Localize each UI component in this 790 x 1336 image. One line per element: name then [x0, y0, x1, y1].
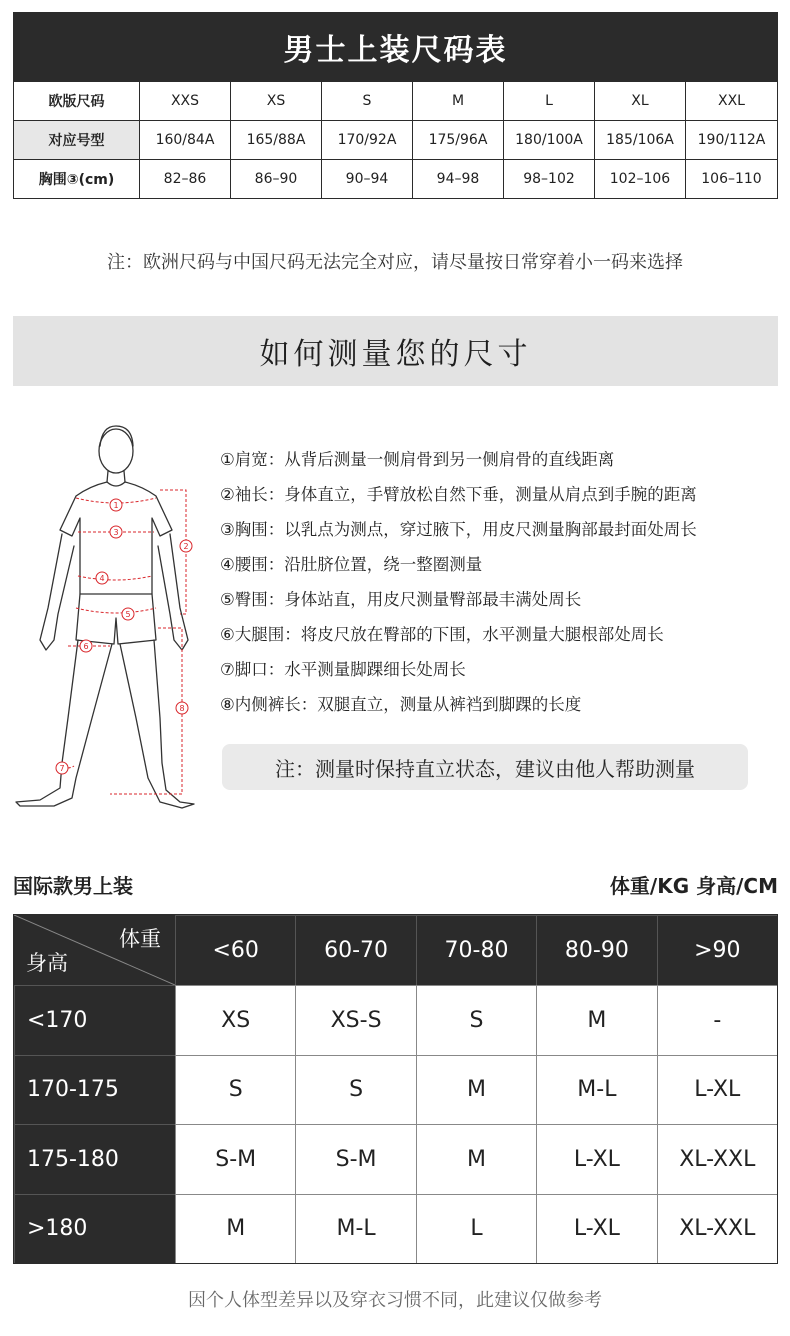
size-cell: 180/100A	[504, 120, 595, 159]
size-cell: 90–94	[322, 159, 413, 198]
weight-col-header: 80-90	[536, 915, 656, 985]
weight-col-header: >90	[657, 915, 777, 985]
table-corner	[14, 915, 175, 985]
bottom-note: 因个人体型差异以及穿衣习惯不同，此建议仅做参考	[188, 1290, 602, 1311]
measure-key: ⑧内侧裤长：	[220, 694, 318, 714]
size-recommendation: S	[175, 1055, 295, 1125]
marker-5: 5	[125, 610, 131, 619]
weight-col-header: 70-80	[416, 915, 536, 985]
row-label-chest: 胸围③(cm)	[14, 159, 140, 198]
size-cell: 94–98	[413, 159, 504, 198]
measure-key: ④腰围：	[220, 554, 285, 574]
size-recommendation: S	[416, 985, 536, 1055]
size-cell: XL	[595, 81, 686, 120]
size-recommendation: S	[295, 1055, 415, 1125]
size-table-title: 男士上装尺码表	[14, 13, 777, 81]
measure-text: 水平测量脚踝细长处周长	[284, 659, 466, 679]
marker-3: 3	[113, 528, 119, 537]
measure-item	[220, 440, 780, 475]
body-outline-icon	[10, 418, 210, 828]
measure-item	[220, 650, 780, 685]
measure-item	[220, 615, 780, 650]
size-cell: S	[322, 81, 413, 120]
size-recommendation: L-XL	[657, 1055, 777, 1125]
size-recommendation: L-XL	[536, 1124, 656, 1194]
size-recommendation: S-M	[175, 1124, 295, 1194]
size-note: 注：欧洲尺码与中国尺码无法完全对应，请尽量按日常穿着小一码来选择	[107, 252, 683, 273]
measure-key: ⑥大腿围：	[220, 624, 301, 644]
marker-6: 6	[83, 642, 89, 651]
row-label-eu: 欧版尺码	[14, 81, 140, 120]
measure-key: ③胸围：	[220, 519, 285, 539]
measure-text: 将皮尺放在臀部的下围，水平测量大腿根部处周长	[300, 624, 664, 644]
corner-weight-label: 体重	[119, 927, 161, 951]
size-cell: 106–110	[686, 159, 777, 198]
measure-item	[220, 510, 780, 545]
measure-key: ⑤臀围：	[220, 589, 285, 609]
measure-text: 沿肚脐位置，绕一整圈测量	[284, 554, 483, 574]
size-cell: XXS	[140, 81, 231, 120]
size-recommendation: XL-XXL	[657, 1124, 777, 1194]
size-cell: 98–102	[504, 159, 595, 198]
intl-chart-units: 体重/KG 身高/CM	[609, 874, 778, 898]
size-cell: 170/92A	[322, 120, 413, 159]
size-cell: L	[504, 81, 595, 120]
measure-text: 双腿直立，测量从裤裆到脚踝的长度	[317, 694, 582, 714]
size-cell: 175/96A	[413, 120, 504, 159]
measure-key: ⑦脚口：	[220, 659, 285, 679]
marker-4: 4	[99, 574, 105, 583]
measure-text: 身体站直，用皮尺测量臀部最丰满处周长	[284, 589, 582, 609]
body-figure	[10, 418, 210, 828]
marker-8: 8	[179, 704, 185, 713]
height-row-header: 170-175	[14, 1055, 175, 1125]
size-recommendation: XL-XXL	[657, 1194, 777, 1264]
size-cell: M	[413, 81, 504, 120]
size-recommendation: -	[657, 985, 777, 1055]
marker-7: 7	[59, 764, 65, 773]
size-recommendation: XS-S	[295, 985, 415, 1055]
size-recommendation: M	[416, 1124, 536, 1194]
intl-size-table	[13, 914, 778, 1264]
measure-item	[220, 475, 780, 510]
size-cell: XS	[231, 81, 322, 120]
size-table	[13, 12, 778, 199]
intl-chart-title: 国际款男上装	[13, 874, 133, 898]
measure-item	[220, 685, 780, 720]
measure-tip: 注：测量时保持直立状态，建议由他人帮助测量	[222, 744, 748, 790]
size-cell: 190/112A	[686, 120, 777, 159]
height-row-header: >180	[14, 1194, 175, 1264]
size-cell: 165/88A	[231, 120, 322, 159]
size-recommendation: M-L	[536, 1055, 656, 1125]
marker-2: 2	[183, 542, 189, 551]
measure-key: ②袖长：	[220, 484, 285, 504]
size-cell: 82–86	[140, 159, 231, 198]
size-grid	[14, 81, 777, 198]
size-cell: 86–90	[231, 159, 322, 198]
measure-text: 以乳点为测点，穿过腋下，用皮尺测量胸部最封面处周长	[284, 519, 697, 539]
measure-list	[220, 440, 780, 720]
size-recommendation: M	[175, 1194, 295, 1264]
size-cell: XXL	[686, 81, 777, 120]
measure-banner-title: 如何测量您的尺寸	[13, 316, 778, 386]
size-recommendation: M	[536, 985, 656, 1055]
corner-height-label: 身高	[26, 951, 68, 975]
size-cell: 185/106A	[595, 120, 686, 159]
size-recommendation: M-L	[295, 1194, 415, 1264]
size-recommendation: XS	[175, 985, 295, 1055]
size-cell: 160/84A	[140, 120, 231, 159]
size-recommendation: M	[416, 1055, 536, 1125]
measure-text: 从背后测量一侧肩骨到另一侧肩骨的直线距离	[284, 449, 615, 469]
marker-1: 1	[113, 501, 119, 510]
weight-col-header: 60-70	[295, 915, 415, 985]
height-row-header: <170	[14, 985, 175, 1055]
measure-item	[220, 580, 780, 615]
height-row-header: 175-180	[14, 1124, 175, 1194]
measure-key: ①肩宽：	[220, 449, 285, 469]
size-recommendation: L	[416, 1194, 536, 1264]
measure-text: 身体直立，手臂放松自然下垂，测量从肩点到手腕的距离	[284, 484, 697, 504]
weight-col-header: <60	[175, 915, 295, 985]
size-recommendation: L-XL	[536, 1194, 656, 1264]
measure-item	[220, 545, 780, 580]
size-recommendation: S-M	[295, 1124, 415, 1194]
size-cell: 102–106	[595, 159, 686, 198]
row-label-cn: 对应号型	[14, 120, 140, 159]
